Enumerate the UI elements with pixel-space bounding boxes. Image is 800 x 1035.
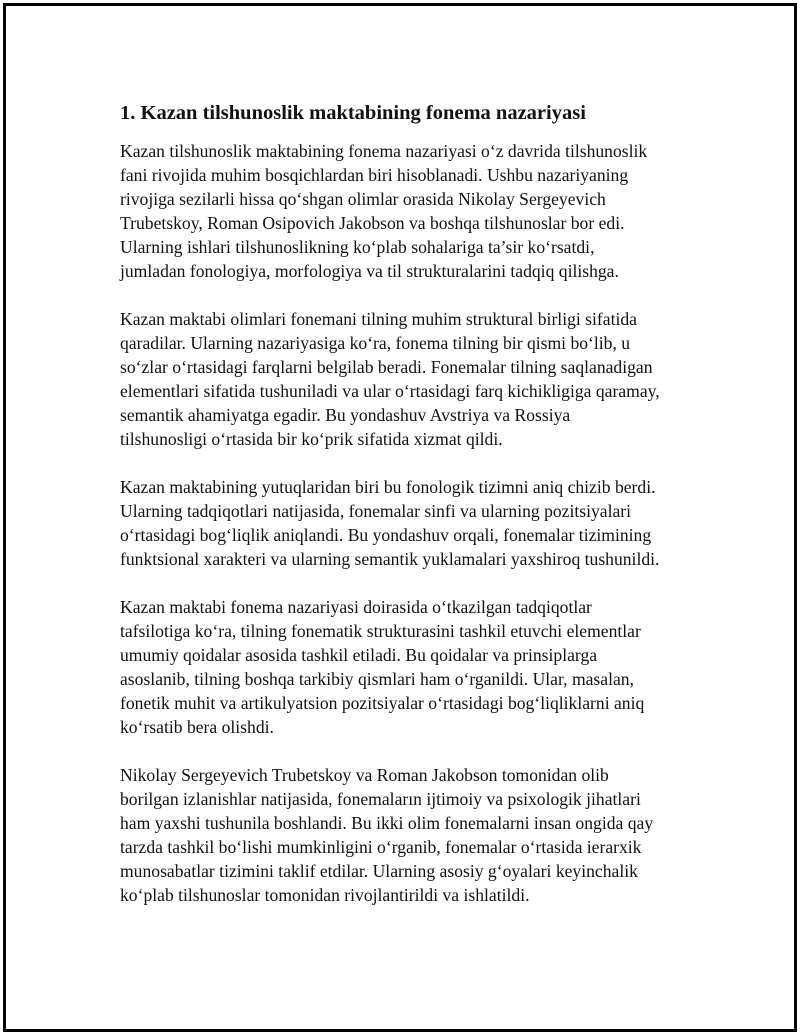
paragraph (120, 139, 695, 283)
document-body (120, 99, 695, 931)
paragraph-line: elementlari sifatida tushuniladi va ular o‘rtasidagi farq kichikligiga qaramay, (120, 381, 660, 401)
paragraph-line: ham yaxshi tushunila boshlandi. Bu ikki olim fonemalarni insan ongida qay (120, 813, 654, 833)
paragraph-line: munosabatlar tizimini taklif etdilar. Ularning asosiy g‘oyalari keyinchalik (120, 861, 638, 881)
paragraph-line: borilgan izlanishlar natijasida, fonemaların ijtimoiy va psixologik jihatlari (120, 789, 641, 809)
paragraph-line: Kazan maktabining yutuqlaridan biri bu fonologik tizimni aniq chizib berdi. (120, 477, 656, 497)
paragraph-line: Kazan maktabi olimlari fonemani tilning muhim struktural birligi sifatida (120, 309, 637, 329)
paragraph-line: rivojiga sezilarli hissa qo‘shgan olimlar orasida Nikolay Sergeyevich (120, 189, 606, 209)
paragraph-line: o‘rtasidagi bog‘liqlik aniqlandi. Bu yondashuv orqali, fonemalar tizimining (120, 525, 652, 545)
paragraph-line: asoslanib, tilning boshqa tarkibiy qismlari ham o‘rganildi. Ular, masalan, (120, 669, 634, 689)
paragraph-line: fonetik muhit va artikulyatsion pozitsiyalar o‘rtasidagi bog‘liqliklarni aniq (120, 693, 645, 713)
section-heading: 1. Kazan tilshunoslik maktabining fonema nazariyasi (120, 102, 586, 124)
paragraph-line: so‘zlar o‘rtasidagi farqlarni belgilab beradi. Fonemalar tilning saqlanadigan (120, 357, 653, 377)
paragraph (120, 595, 695, 739)
paragraph (120, 763, 695, 907)
paragraph-line: tilshunosligi o‘rtasida bir ko‘prik sifatida xizmat qildi. (120, 429, 503, 449)
paragraph-line: tafsilotiga ko‘ra, tilning fonematik strukturasini tashkil etuvchi elementlar (120, 621, 641, 641)
paragraph (120, 307, 695, 451)
paragraph-line: Ularning ishlari tilshunoslikning ko‘plab sohalariga ta’sir ko‘rsatdi, (120, 237, 595, 257)
paragraph-line: Trubetskoy, Roman Osipovich Jakobson va boshqa tilshunoslar bor edi. (120, 213, 625, 233)
paragraph-line: semantik ahamiyatga egadir. Bu yondashuv Avstriya va Rossiya (120, 405, 571, 425)
paragraph (120, 475, 695, 571)
page-frame (3, 3, 797, 1032)
paragraph-line: umumiy qoidalar asosida tashkil etiladi. Bu qoidalar va prinsiplarga (120, 645, 598, 665)
paragraph-line: ko‘rsatib bera olishdi. (120, 717, 274, 737)
paragraph-line: Ularning tadqiqotlari natijasida, fonemalar sinfi va ularning pozitsiyalari (120, 501, 632, 521)
paragraph-line: Kazan tilshunoslik maktabining fonema nazariyasi o‘z davrida tilshunoslik (120, 141, 648, 161)
paragraph-line: ko‘plab tilshunoslar tomonidan rivojlantirildi va ishlatildi. (120, 885, 530, 905)
paragraph-line: fani rivojida muhim bosqichlardan biri hisoblanadi. Ushbu nazariyaning (120, 165, 629, 185)
paragraphs-container (120, 139, 695, 907)
paragraph-line: tarzda tashkil bo‘lishi mumkinligini o‘rganib, fonemalar o‘rtasida ierarxik (120, 837, 642, 857)
paragraph-line: jumladan fonologiya, morfologiya va til strukturalarini tadqiq qilishga. (120, 261, 619, 281)
paragraph-line: qaradilar. Ularning nazariyasiga ko‘ra, fonema tilning bir qismi bo‘lib, u (120, 333, 631, 353)
paragraph-line: Kazan maktabi fonema nazariyasi doirasida o‘tkazilgan tadqiqotlar (120, 597, 592, 617)
paragraph-line: Nikolay Sergeyevich Trubetskoy va Roman Jakobson tomonidan olib (120, 765, 609, 785)
paragraph-line: funktsional xarakteri va ularning semantik yuklamalari yaxshiroq tushunildi. (120, 549, 660, 569)
